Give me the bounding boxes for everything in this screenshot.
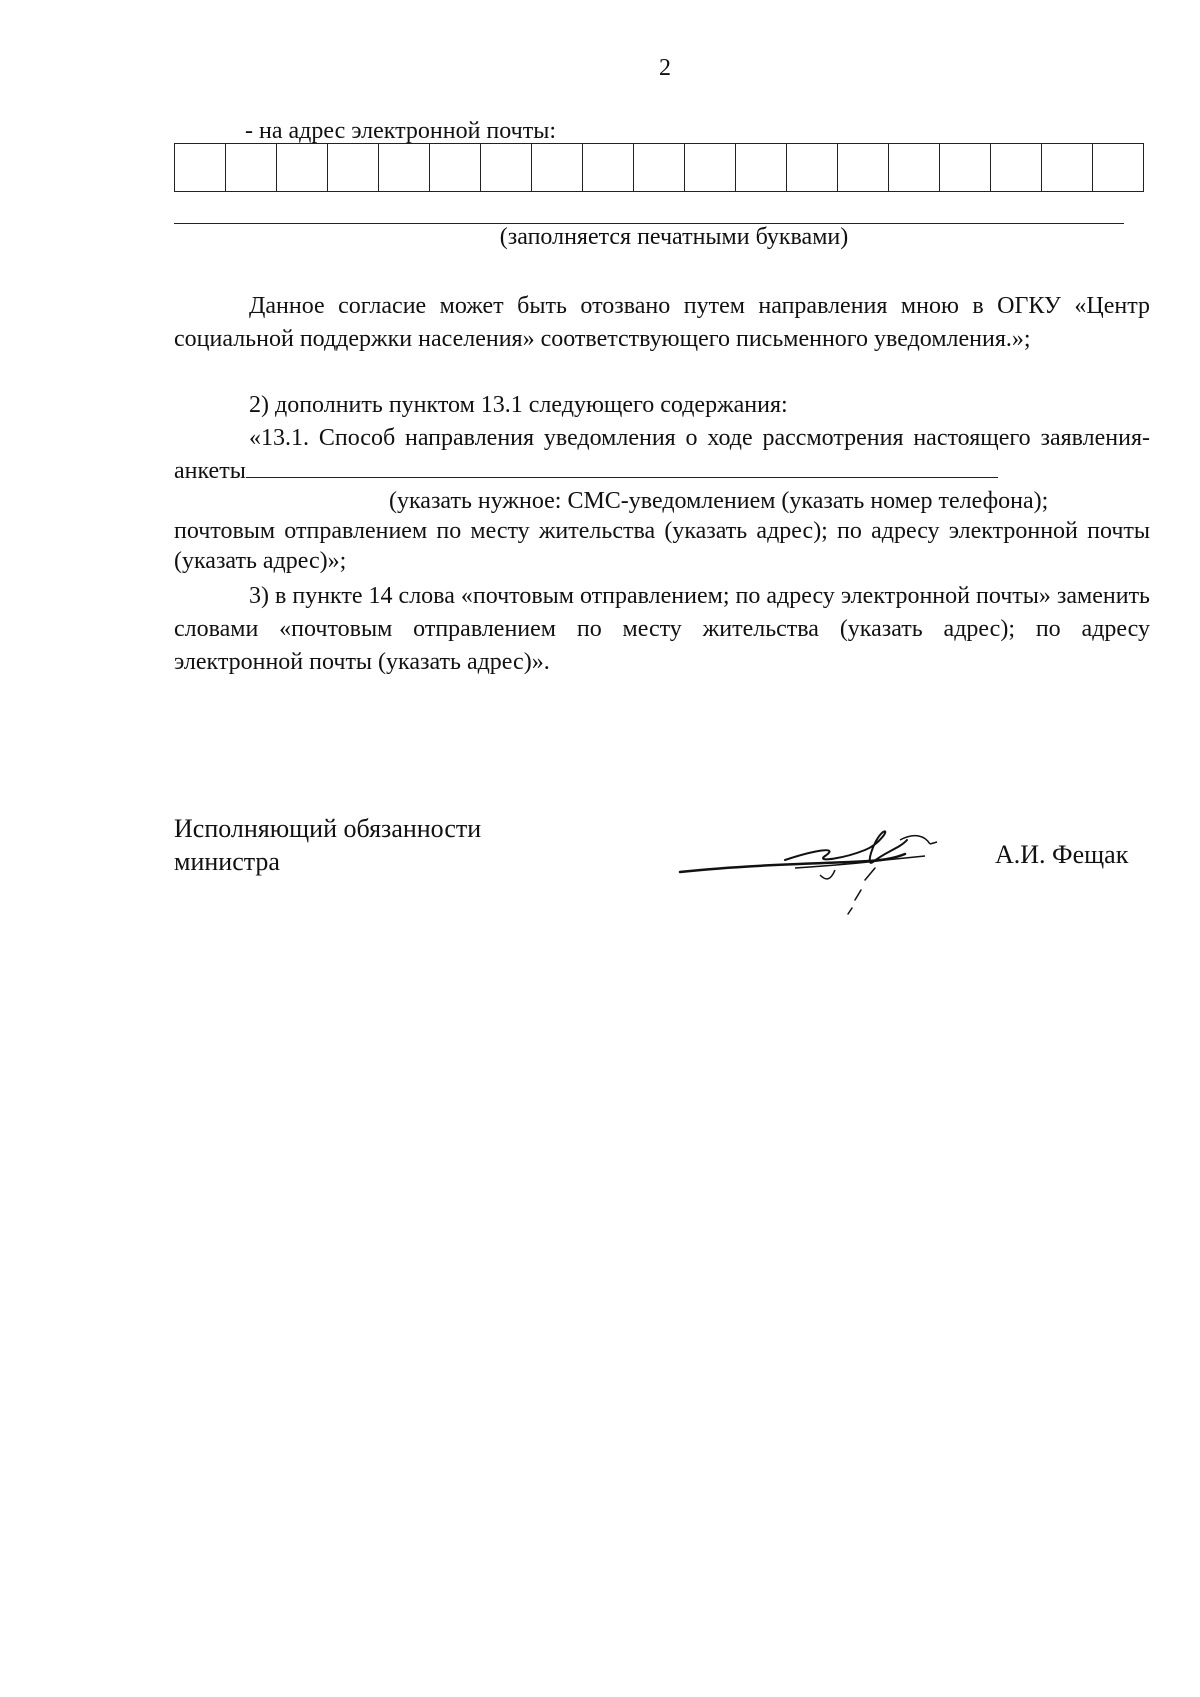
email-char-cell[interactable] xyxy=(991,144,1042,192)
blank-line xyxy=(246,455,998,478)
email-char-cell[interactable] xyxy=(379,144,430,192)
fill-instruction-note: (заполняется печатными буквами) xyxy=(499,224,849,250)
item-13-1-paragraph xyxy=(174,422,1150,488)
signatory-name: А.И. Фещак xyxy=(995,840,1129,869)
email-char-cell[interactable] xyxy=(226,144,277,192)
email-char-cell[interactable] xyxy=(685,144,736,192)
hint-line-rest: почтовым отправлением по месту жительства (указать адрес); по адресу электронной почты (указать адрес)»; xyxy=(174,518,1150,574)
email-char-cell[interactable] xyxy=(736,144,787,192)
consent-paragraph: Данное согласие может быть отозвано путем направления мною в ОГКУ «Центр социальной поддержки населения» соответствующего письменного уведомления.»; xyxy=(174,293,1150,352)
page-number: 2 xyxy=(659,55,671,81)
signatory-title-line-2: министра xyxy=(174,847,280,876)
item-3-paragraph: 3) в пункте 14 слова «почтовым отправлением; по адресу электронной почты» заменить словами «почтовым отправлением по месту жительства (указать адрес); по адресу электронной почты (указать адрес)». xyxy=(174,583,1150,675)
handwritten-signature xyxy=(675,810,965,920)
email-char-cell[interactable] xyxy=(1093,144,1144,192)
email-char-cell[interactable] xyxy=(481,144,532,192)
email-char-cell[interactable] xyxy=(889,144,940,192)
email-char-cell[interactable] xyxy=(328,144,379,192)
signatory-title xyxy=(174,812,481,878)
email-char-cell[interactable] xyxy=(430,144,481,192)
email-char-cell[interactable] xyxy=(634,144,685,192)
email-char-cell[interactable] xyxy=(838,144,889,192)
email-char-cell[interactable] xyxy=(1042,144,1093,192)
email-char-cell[interactable] xyxy=(940,144,991,192)
signatory-title-line-1: Исполняющий обязанности xyxy=(174,814,482,843)
notification-hint xyxy=(174,486,1150,576)
item-2-paragraph: 2) дополнить пунктом 13.1 следующего содержания: xyxy=(249,392,788,418)
email-field-label: - на адрес электронной почты: xyxy=(245,118,556,144)
email-char-cell[interactable] xyxy=(583,144,634,192)
hint-line-1: (указать нужное: СМС-уведомлением (указать номер телефона); xyxy=(389,488,1049,514)
email-char-cell[interactable] xyxy=(175,144,226,192)
email-char-cell[interactable] xyxy=(532,144,583,192)
email-char-cell[interactable] xyxy=(787,144,838,192)
email-character-grid[interactable] xyxy=(174,143,1144,192)
email-char-cell[interactable] xyxy=(277,144,328,192)
item-13-1-text: «13.1. Способ направления уведомления о ходе рассмотрения настоящего заявления-анкеты xyxy=(174,425,1150,484)
